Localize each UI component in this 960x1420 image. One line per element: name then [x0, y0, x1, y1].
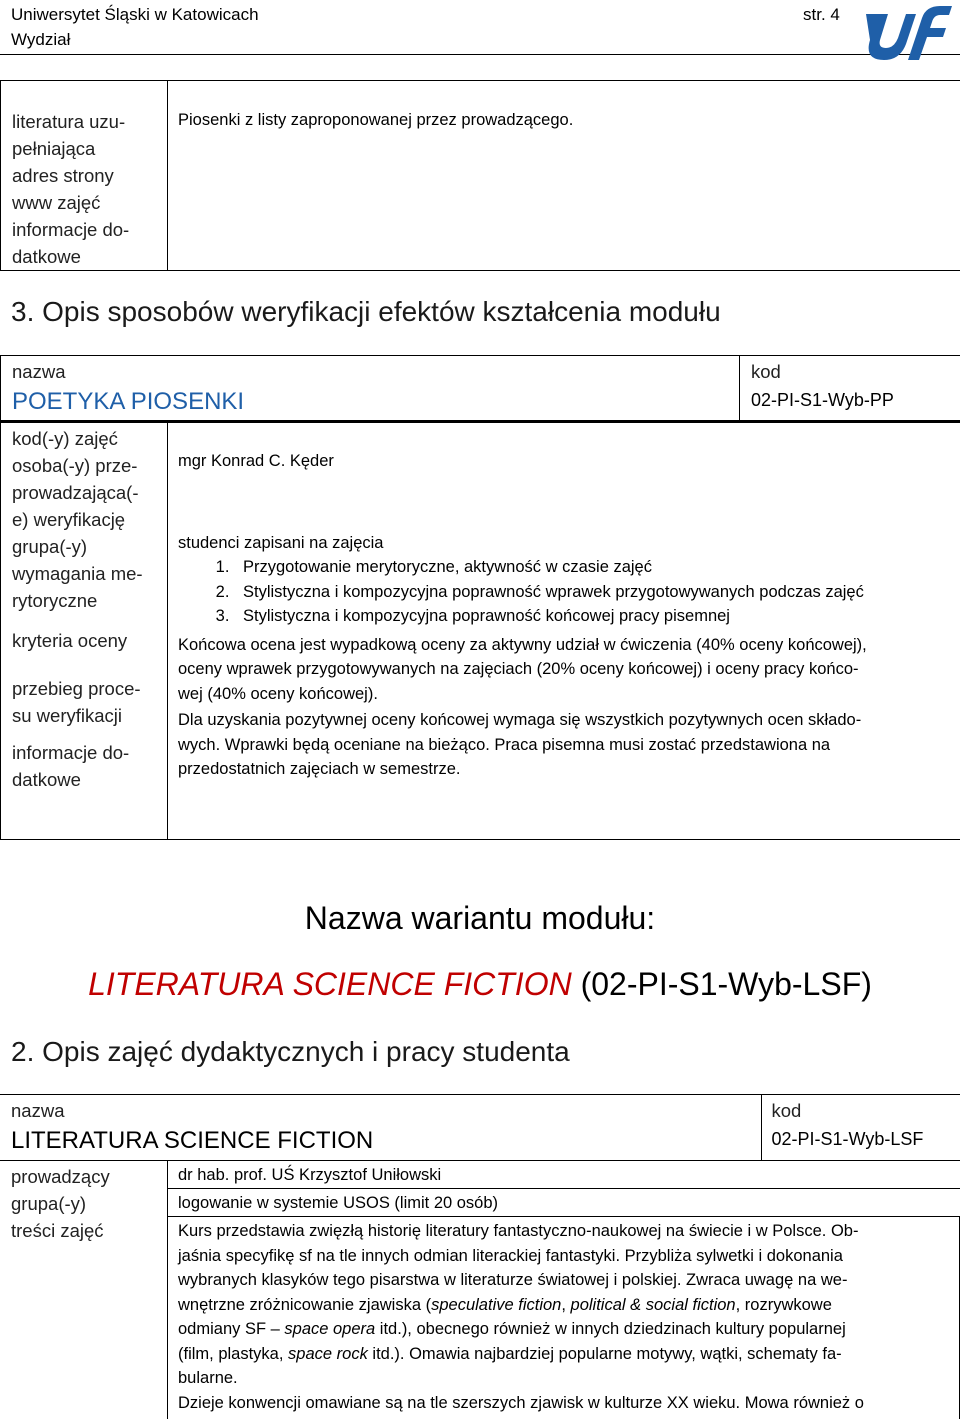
variant-title [0, 966, 960, 1003]
person-value: mgr Konrad C. Kęder [178, 449, 950, 474]
module-code-cell [761, 1095, 960, 1161]
literature-value: Piosenki z listy zaproponowanej przez prowadzącego. [168, 81, 960, 271]
teacher-value: dr hab. prof. UŚ Krzysztof Uniłowski [167, 1161, 960, 1189]
label-codes: kod(-y) zajęć [12, 425, 167, 452]
label-teacher: prowadzący [11, 1163, 167, 1190]
content-value: Kurs przedstawia zwięzłą historię literatury fantastyczno-naukowej na świecie i w Polsce. Ob- jaśnia specyfikę sf na tle innych odmian literackiej fantastyki. Przybliża sylwetki i dokonania wybranych klasyków tego pisarstwa w literaturze światowej i polskiej. Zwraca uwagę na we- wnętrzne zróżnicowanie zjawiska (speculative fiction, political & social fiction, rozrywkowe odmiany SF – space opera itd.), obecnego również w innych dziedzinach kultury popularnej (film, plastyka, space rock itd.). Omawia najbardziej popularne motywy, wątki, schematy fa- bularne. Dzieje konwencji omawiane są na tle szerszych zjawisk w kulturze XX wieku. Mowa również o [167, 1217, 960, 1419]
list-item: 1. Przygotowanie merytoryczne, aktywność w czasie zajęć [234, 555, 950, 580]
list-item: 2. Stylistyczna i kompozycyjna poprawność wprawek przygotowywanych podczas zajęć [234, 580, 950, 605]
variant-name: LITERATURA SCIENCE FICTION [88, 966, 572, 1002]
label-person: osoba(-y) prze- prowadzająca(- e) weryfikację [12, 452, 167, 533]
module-name: LITERATURA SCIENCE FICTION [11, 1125, 761, 1157]
label-literature: literatura uzu- pełniająca [12, 108, 167, 162]
university-name: Uniwersytet Śląski w Katowicach [11, 5, 259, 25]
labels-cell [1, 422, 168, 840]
label-process: przebieg proce- su weryfikacji [12, 675, 167, 729]
process-value: Dla uzyskania pozytywnej oceny końcowej wymaga się wszystkich pozytywnych ocen składo- wych. Wprawki będą oceniane na bieżąco. Praca pisemna musi zostać przedstawiona na przedostatnich zajęciach w semestrze. [178, 708, 950, 782]
table-module-lsf [0, 1094, 960, 1420]
module-code: 02-PI-S1-Wyb-PP [751, 386, 960, 414]
group-value: logowanie w systemie USOS (limit 20 osób) [167, 1189, 960, 1217]
university-logo-icon [858, 0, 954, 66]
module-code-cell [740, 356, 960, 422]
code-label: kod [751, 358, 960, 386]
label-requirements: wymagania me- rytoryczne [12, 560, 167, 614]
module-code: 02-PI-S1-Wyb-LSF [772, 1125, 960, 1153]
unit-name: Wydział [11, 30, 70, 50]
label-criteria: kryteria oceny [12, 627, 167, 654]
label-group: grupa(-y) [11, 1190, 167, 1217]
table-literature [0, 80, 960, 271]
table-module-poetyka [0, 355, 960, 840]
label-info: informacje do- datkowe [12, 216, 167, 270]
code-label: kod [772, 1097, 960, 1125]
module-details [167, 1161, 960, 1420]
label-group: grupa(-y) [12, 533, 167, 560]
name-label: nazwa [11, 1097, 761, 1125]
criteria-value: Końcowa ocena jest wypadkową oceny za aktywny udział w ćwiczenia (40% oceny końcowej), oceny wprawek przygotowywanych na zajęciach (20% oceny końcowej) i oceny pracy końco- wej (40% oceny końcowej). [178, 633, 950, 707]
variant-code: (02-PI-S1-Wyb-LSF) [572, 966, 872, 1002]
group-value: studenci zapisani na zajęcia [178, 531, 950, 556]
section-2-title: 2. Opis zajęć dydaktycznych i pracy studenta [11, 1036, 570, 1068]
module-name-cell [0, 1095, 761, 1161]
module-details [168, 422, 960, 840]
label-info: informacje do- datkowe [12, 739, 167, 793]
name-label: nazwa [12, 358, 739, 386]
labels-cell [0, 1161, 167, 1420]
label-www: adres strony www zajęć [12, 162, 167, 216]
section-3-title: 3. Opis sposobów weryfikacji efektów kształcenia modułu [11, 296, 721, 328]
labels-cell [1, 81, 168, 271]
label-content: treści zajęć [11, 1217, 167, 1244]
module-name-cell [1, 356, 740, 422]
header-rule [0, 54, 960, 55]
module-name: POETYKA PIOSENKI [12, 386, 739, 418]
page-number: str. 4 [803, 5, 840, 25]
page-header [0, 0, 960, 58]
list-item: 3. Stylistyczna i kompozycyjna poprawność końcowej pracy pisemnej [234, 604, 950, 629]
requirements-list [178, 555, 950, 629]
variant-heading: Nazwa wariantu modułu: [0, 900, 960, 937]
